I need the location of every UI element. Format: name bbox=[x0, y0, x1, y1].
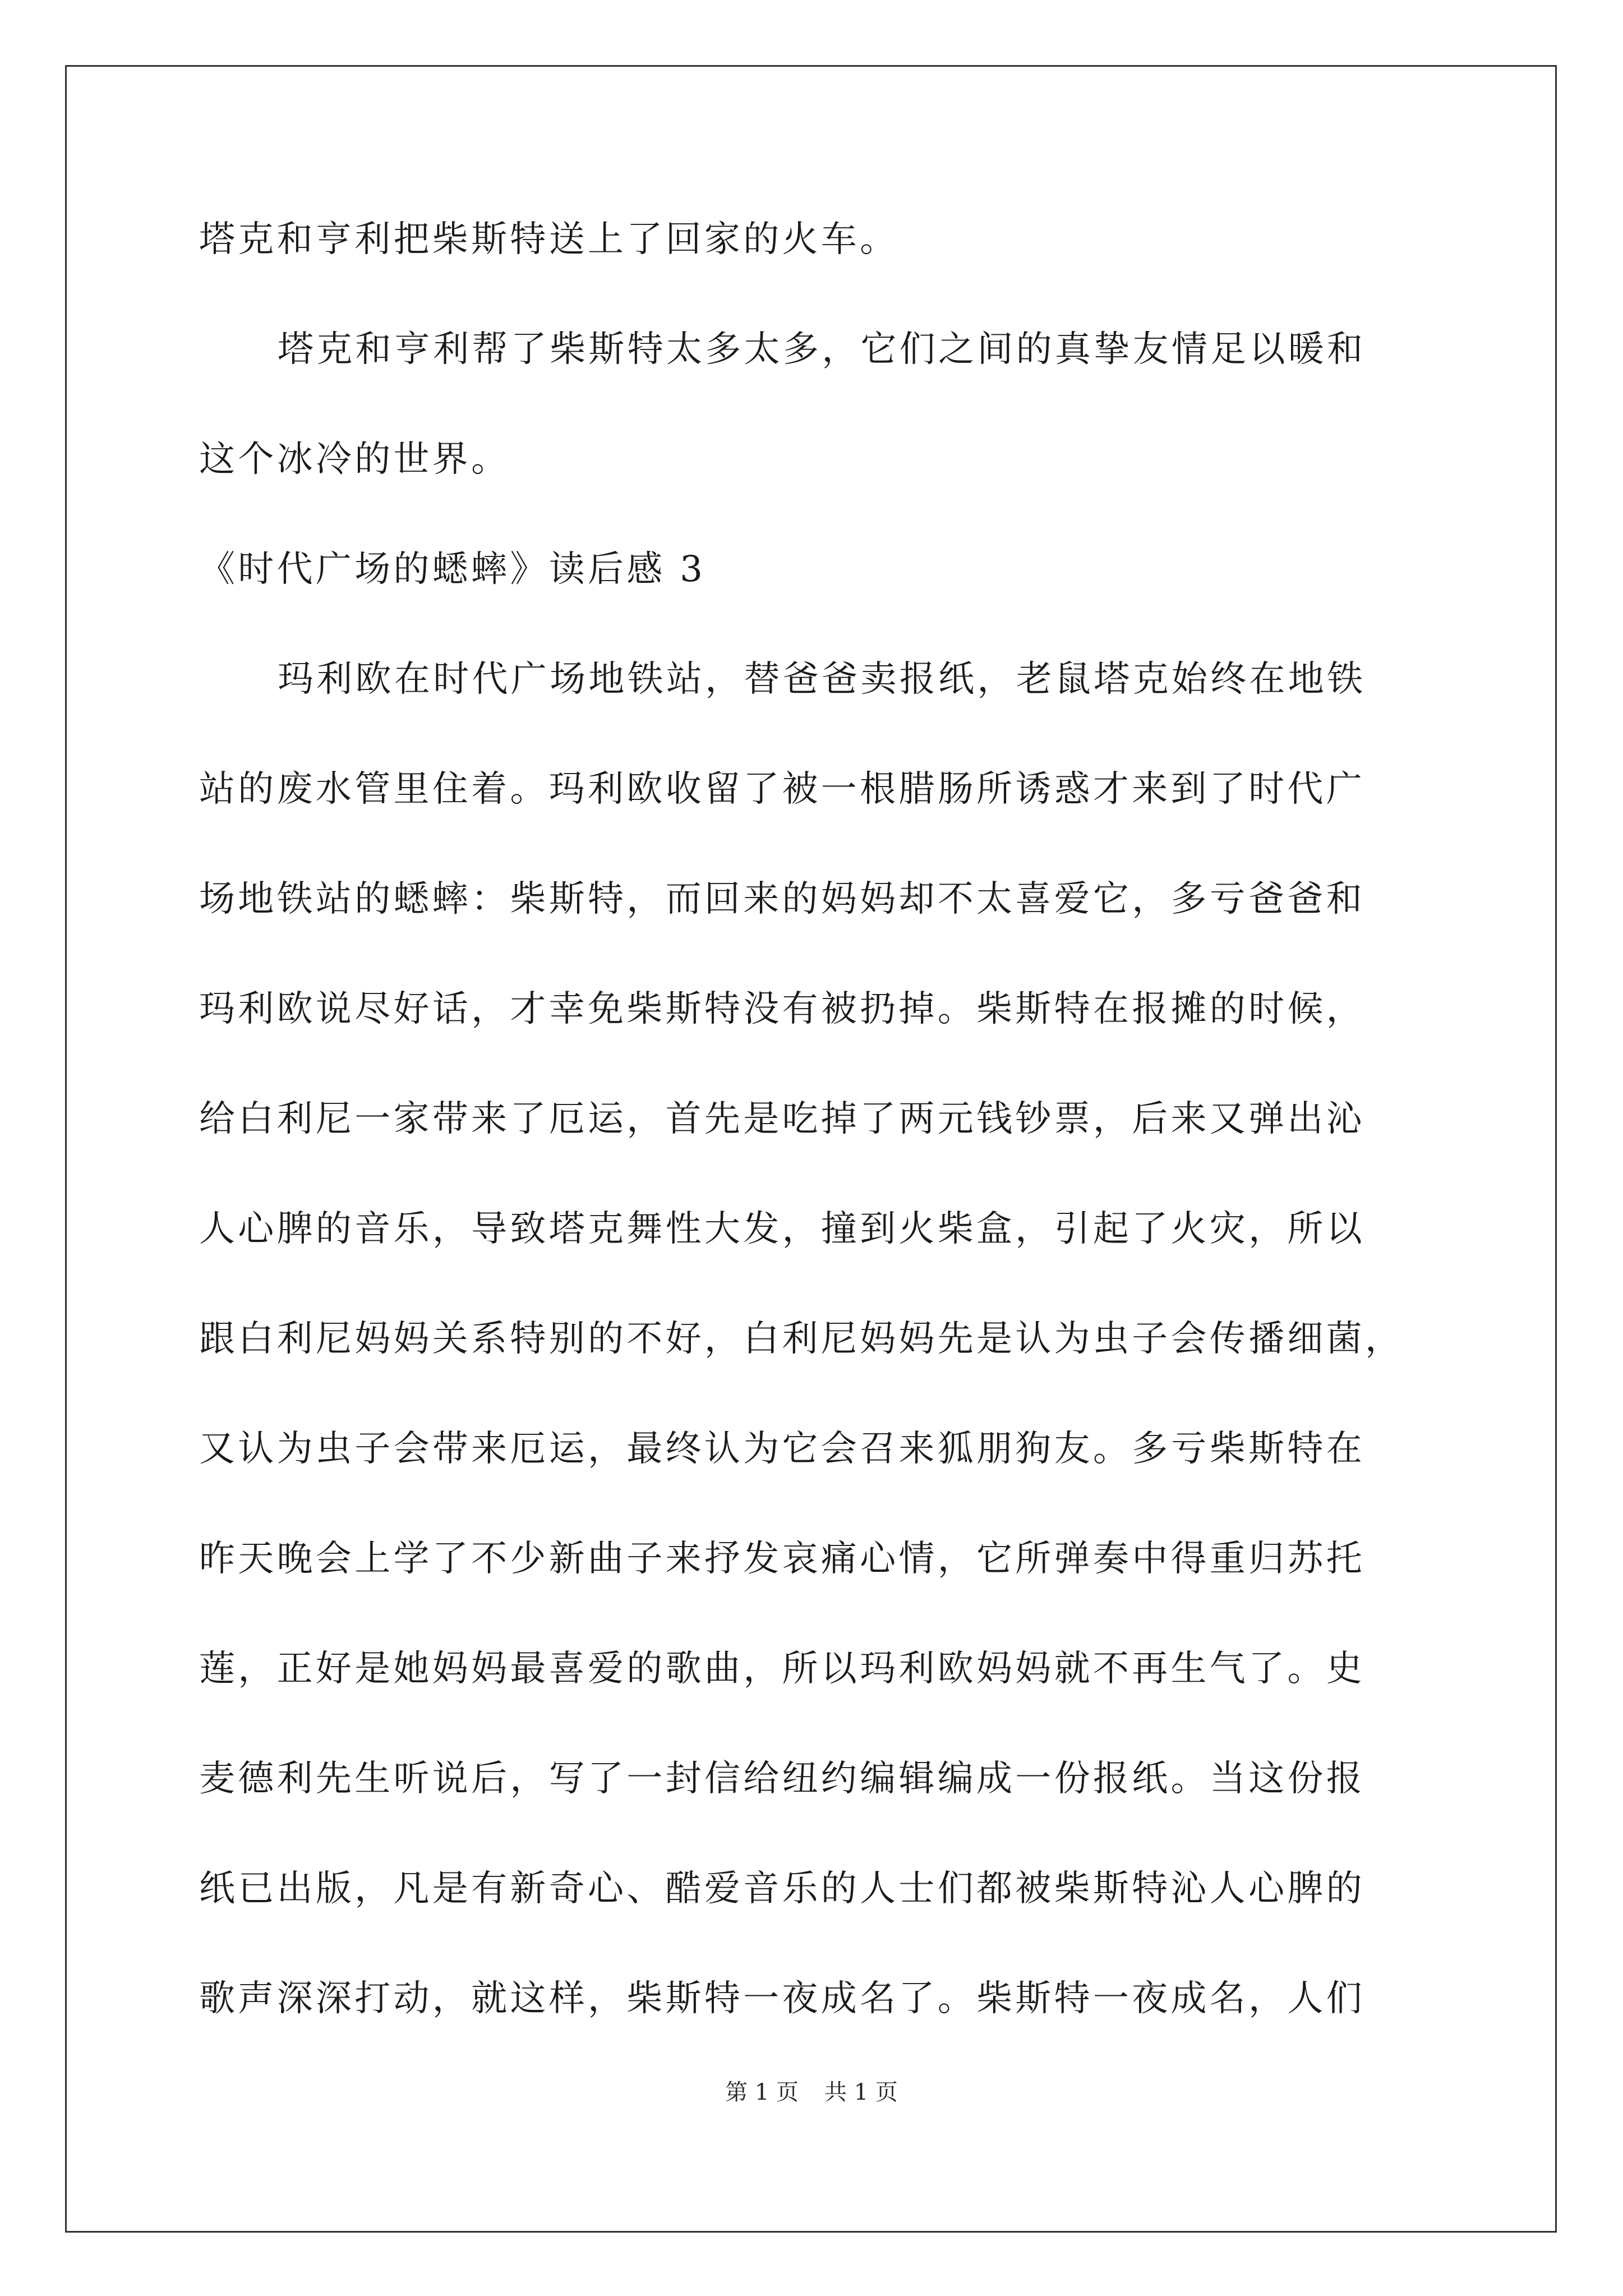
paragraph-line: 塔克和亨利把柴斯特送上了回家的火车。 bbox=[199, 219, 899, 260]
paragraph-line: 昨天晚会上学了不少新曲子来抒发哀痛心情，它所弹奏中得重归苏托 bbox=[199, 1538, 1365, 1580]
paragraph-line: 玛利欧在时代广场地铁站，替爸爸卖报纸，老鼠塔克始终在地铁 bbox=[278, 659, 1366, 700]
page-total: 共 1 页 bbox=[824, 2079, 898, 2105]
paragraph-line: 这个冰冷的世界。 bbox=[199, 439, 510, 480]
paragraph-line: 歌声深深打动，就这样，柴斯特一夜成名了。柴斯特一夜成名，人们 bbox=[199, 1978, 1365, 2019]
paragraph-line: 跟白利尼妈妈关系特别的不好，白利尼妈妈先是认为虫子会传播细菌， bbox=[199, 1318, 1404, 1360]
section-heading: 《时代广场的蟋蟀》读后感 3 bbox=[199, 549, 706, 590]
paragraph-line: 纸已出版，凡是有新奇心、酷爱音乐的人士们都被柴斯特沁人心脾的 bbox=[199, 1868, 1365, 1910]
paragraph-line: 给白利尼一家带来了厄运，首先是吃掉了两元钱钞票，后来又弹出沁 bbox=[199, 1098, 1365, 1140]
paragraph-line: 人心脾的音乐，导致塔克舞性大发，撞到火柴盒，引起了火灾，所以 bbox=[199, 1208, 1365, 1250]
paragraph-line: 麦德利先生听说后，写了一封信给纽约编辑编成一份报纸。当这份报 bbox=[199, 1758, 1365, 1800]
paragraph-line: 站的废水管里住着。玛利欧收留了被一根腊肠所诱惑才来到了时代广 bbox=[199, 769, 1365, 810]
page-number: 第 1 页 bbox=[725, 2079, 799, 2105]
paragraph-line: 玛利欧说尽好话，才幸免柴斯特没有被扔掉。柴斯特在报摊的时候， bbox=[199, 988, 1365, 1030]
paragraph-line: 场地铁站的蟋蟀：柴斯特，而回来的妈妈却不太喜爱它，多亏爸爸和 bbox=[199, 878, 1365, 920]
paragraph-line: 又认为虫子会带来厄运，最终认为它会召来狐朋狗友。多亏柴斯特在 bbox=[199, 1428, 1365, 1470]
document-body bbox=[199, 210, 1427, 2079]
paragraph-line: 塔克和亨利帮了柴斯特太多太多，它们之间的真挚友情足以暖和 bbox=[278, 329, 1366, 370]
page-footer bbox=[0, 2079, 1623, 2106]
paragraph-line: 莲，正好是她妈妈最喜爱的歌曲，所以玛利欧妈妈就不再生气了。史 bbox=[199, 1648, 1365, 1690]
